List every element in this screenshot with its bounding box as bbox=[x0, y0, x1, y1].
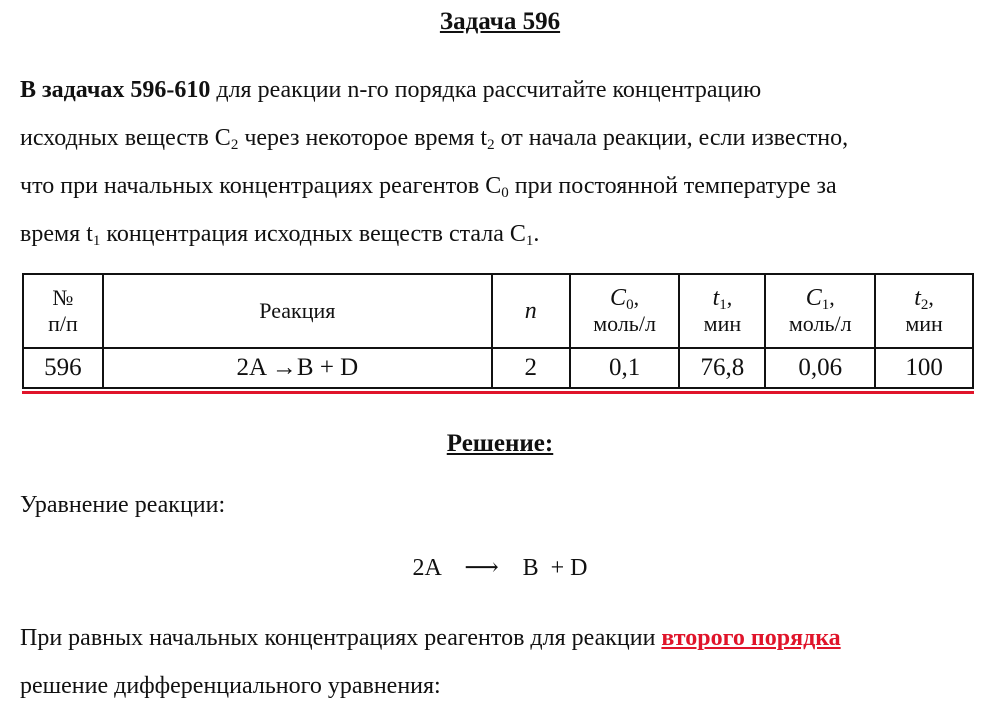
cell-number: 596 bbox=[23, 348, 103, 388]
header-t2: $t_2$, мин bbox=[875, 274, 973, 348]
solution-text: При равных начальных концентрациях реагентов для реакции bbox=[20, 625, 662, 651]
equation-right: B + D bbox=[522, 555, 588, 581]
subscript: 0 bbox=[501, 185, 509, 201]
problem-range: В задачах 596-610 bbox=[20, 77, 211, 103]
statement-line-2a: исходных веществ C bbox=[20, 125, 231, 151]
cell-reaction: 2A →B + D bbox=[103, 348, 492, 388]
cell-c0: 0,1 bbox=[570, 348, 680, 388]
statement-line-1: для реакции n-го порядка рассчитайте концентрацию bbox=[210, 77, 762, 103]
header-c0: $C_0$, моль/л bbox=[570, 274, 680, 348]
statement-line-2c: от начала реакции, если известно, bbox=[494, 125, 849, 151]
problem-statement bbox=[20, 66, 980, 258]
statement-line-4c: . bbox=[533, 221, 540, 247]
statement-line-3b: при постоянной температуре за bbox=[508, 173, 837, 199]
data-table bbox=[22, 273, 974, 389]
reaction-equation bbox=[0, 553, 1000, 582]
table-row bbox=[23, 348, 973, 388]
header-reaction: Реакция bbox=[103, 274, 492, 348]
arrow-icon: ⟶ bbox=[464, 555, 499, 581]
cell-n: 2 bbox=[492, 348, 570, 388]
statement-line-3a: что при начальных концентрациях реагентов C bbox=[20, 173, 502, 199]
cell-t1: 76,8 bbox=[679, 348, 765, 388]
statement-line-4b: концентрация исходных веществ стала C bbox=[100, 221, 526, 247]
header-t1: $t_1$, мин bbox=[679, 274, 765, 348]
solution-title: Решение: bbox=[446, 430, 554, 457]
statement-line-2b: через некоторое время t bbox=[238, 125, 488, 151]
cell-c1: 0,06 bbox=[765, 348, 875, 388]
problem-title: Задача 596 bbox=[439, 8, 561, 35]
solution-text-line-2: решение дифференциального уравнения: bbox=[20, 673, 441, 699]
subscript: 2 bbox=[230, 137, 239, 153]
table-header-row bbox=[23, 274, 973, 348]
solution-paragraph bbox=[20, 614, 980, 710]
header-number: № п/п bbox=[23, 274, 103, 348]
header-n: n bbox=[492, 274, 570, 348]
equation-label: Уравнение реакции: bbox=[20, 492, 226, 518]
statement-line-4a: время t bbox=[20, 221, 93, 247]
cell-t2: 100 bbox=[875, 348, 973, 388]
second-order-link[interactable]: второго порядка bbox=[661, 625, 841, 651]
header-c1: $C_1$, моль/л bbox=[765, 274, 875, 348]
subscript: 1 bbox=[525, 233, 534, 249]
subscript: 1 bbox=[92, 233, 101, 249]
subscript: 2 bbox=[487, 137, 495, 153]
red-underline-divider bbox=[22, 391, 974, 394]
equation-left: 2A bbox=[412, 555, 441, 581]
